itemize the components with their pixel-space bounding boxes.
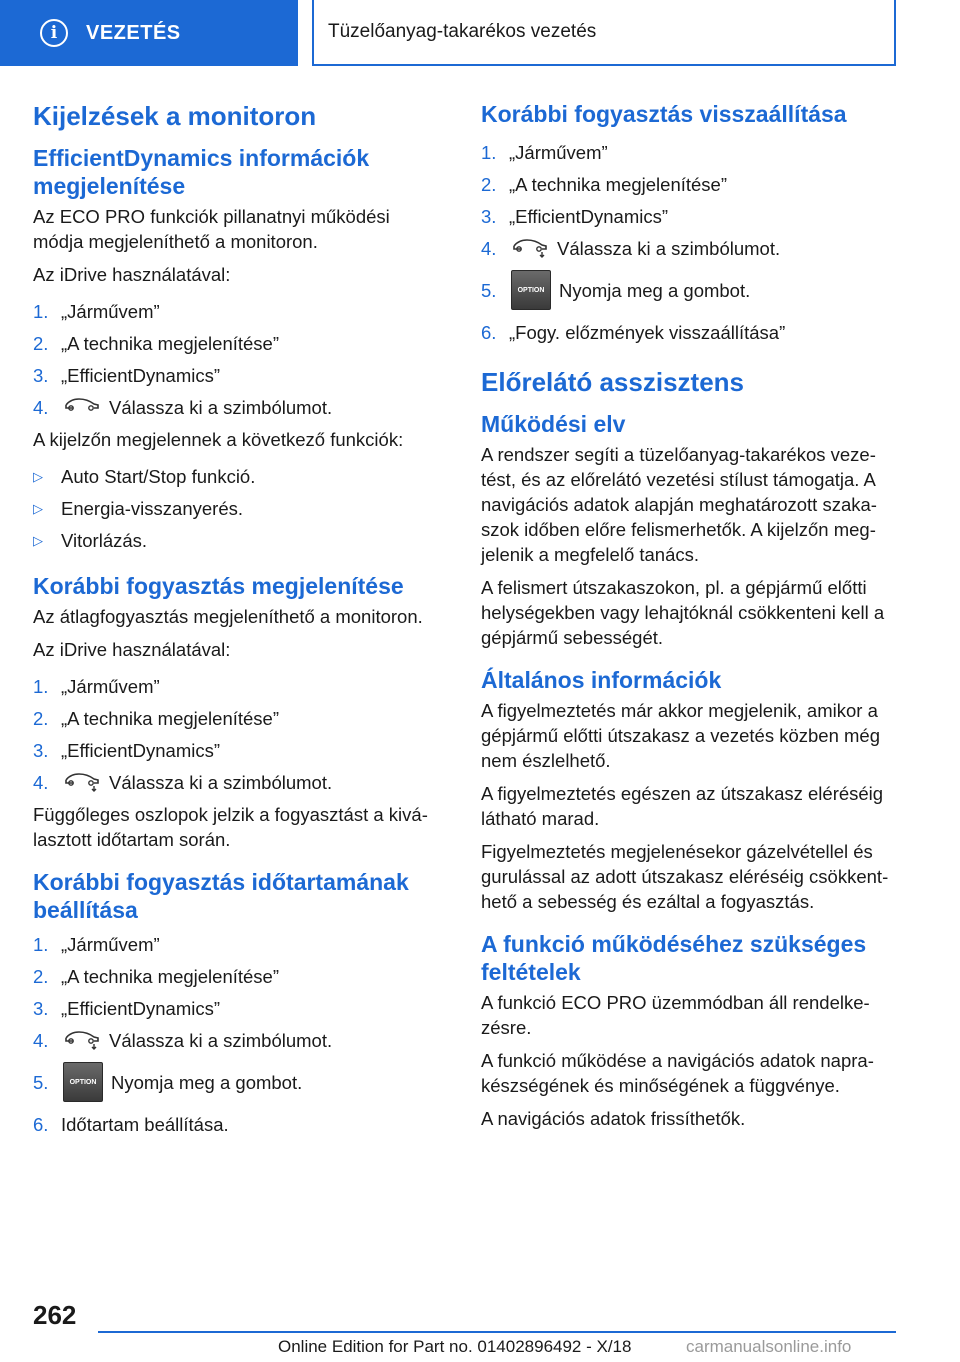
- triangle-bullet-icon: ▷: [33, 468, 43, 484]
- footer-edition: Online Edition for Part no. 01402896492 - X/18: [278, 1337, 632, 1356]
- list-item: 4. Válassza ki a szimbólumot.: [33, 1029, 333, 1051]
- car-symbol-icon: [63, 396, 101, 418]
- consumption-symbol-icon: [511, 237, 549, 259]
- steps-list: [33, 295, 443, 423]
- paragraph: Az iDrive használatával:: [33, 264, 231, 285]
- footer-divider: [98, 1331, 896, 1333]
- list-item: 3. „EfficientDynamics”: [481, 205, 669, 227]
- list-item: 2. „A technika megjelenítése”: [481, 173, 728, 195]
- list-item: 4. Válassza ki a szimbólumot.: [33, 771, 333, 793]
- list-item: 5. OPTION Nyomja meg a gombot.: [33, 1056, 443, 1108]
- consumption-symbol-icon: [63, 771, 101, 793]
- list-item: ▷ Energia-visszanyerés.: [33, 497, 243, 519]
- paragraph: A funkció ECO PRO üzemmódban áll rendelkezésre.: [481, 992, 870, 1038]
- list-item: 4. Válassza ki a szimbólumot.: [481, 237, 781, 259]
- heading-function-requirements: A funkció működéséhez szükséges feltételek: [481, 931, 867, 985]
- heading-predictive-assistant: Előrelátó asszisztens: [481, 367, 744, 397]
- triangle-bullet-icon: ▷: [33, 500, 43, 516]
- paragraph: Az átlagfogyasztás megjeleníthető a monitoron.: [33, 606, 423, 627]
- list-item: 2. „A technika megjelenítése”: [33, 965, 280, 987]
- info-icon: i: [40, 19, 68, 47]
- steps-list: [33, 670, 443, 798]
- heading-consumption-period: Korábbi fogyasztás időtartamának beállítása: [33, 869, 409, 923]
- triangle-bullet-icon: ▷: [33, 532, 43, 548]
- heading-previous-consumption: Korábbi fogyasztás megjelenítése: [33, 573, 404, 599]
- section-tab: [0, 0, 298, 66]
- right-column: [481, 100, 891, 1139]
- consumption-symbol-icon: [63, 1029, 101, 1051]
- chapter-title: Tüzelőanyag-takarékos vezetés: [312, 0, 896, 66]
- list-item: 3. „EfficientDynamics”: [33, 739, 221, 761]
- list-item: 6. „Fogy. előzmények visszaállítása”: [481, 321, 786, 343]
- paragraph: A felismert útszakaszokon, pl. a gépjármű előtti helységekben vagy lehajtóknál csökkenteni kell a gépjármű sebességét.: [481, 577, 885, 648]
- list-item: 1. „Járművem”: [33, 300, 160, 322]
- footer-watermark: carmanualsonline.info: [686, 1337, 852, 1356]
- list-item: 2. „A technika megjelenítése”: [33, 332, 280, 354]
- paragraph: Függőleges oszlopok jelzik a fogyasztást a kiválasztott időtartam során.: [33, 804, 428, 850]
- paragraph: A rendszer segíti a tüzelőanyag-takarékos vezetést, és az előrelátó vezetési stílust támogatja. A navigációs adatok alapján meghatározott szakaszok időben előre felismerhetők. A kijelzőn megjelenik a megfelelő tanács.: [481, 444, 877, 565]
- list-item: 6. Időtartam beállítása.: [33, 1113, 229, 1135]
- page-number: 262: [33, 1300, 77, 1330]
- paragraph: Figyelmeztetés megjelenésekor gázelvétellel és gurulással az adott útszakasz eléréséig csökkenthető a sebesség és ezáltal a fogyasztás.: [481, 841, 889, 912]
- heading-efficientdynamics-info: EfficientDynamics információk megjelenítése: [33, 145, 370, 199]
- left-column: [33, 100, 443, 1140]
- list-item: 1. „Járművem”: [33, 933, 160, 955]
- heading-displays: Kijelzések a monitoron: [33, 101, 317, 131]
- list-item: 1. „Járművem”: [33, 675, 160, 697]
- steps-list: [481, 136, 891, 348]
- list-item: 4. Válassza ki a szimbólumot.: [33, 396, 333, 418]
- steps-list: [33, 928, 443, 1140]
- paragraph: Az iDrive használatával:: [33, 639, 231, 660]
- paragraph: A figyelmeztetés már akkor megjelenik, amikor a gépjármű előtti útszakasz a vezetés közben még nem észlelhető.: [481, 700, 880, 771]
- paragraph: A funkció működése a navigációs adatok naprakészségének és minőségének a függvénye.: [481, 1050, 874, 1096]
- heading-general-info: Általános információk: [481, 667, 722, 693]
- paragraph: Az ECO PRO funkciók pillanatnyi működési módja megjeleníthető a monitoron.: [33, 206, 390, 252]
- option-button-icon: OPTION: [511, 270, 551, 310]
- paragraph: A navigációs adatok frissíthetők.: [481, 1108, 746, 1129]
- option-button-icon: OPTION: [63, 1062, 103, 1102]
- heading-reset-consumption: Korábbi fogyasztás visszaállítása: [481, 101, 847, 127]
- list-item: 1. „Járművem”: [481, 141, 608, 163]
- list-item: 5. OPTION Nyomja meg a gombot.: [481, 264, 891, 316]
- list-item: ▷ Vitorlázás.: [33, 529, 148, 551]
- list-item: 3. „EfficientDynamics”: [33, 997, 221, 1019]
- list-item: 3. „EfficientDynamics”: [33, 364, 221, 386]
- list-item: ▷ Auto Start/Stop funkció.: [33, 465, 256, 487]
- bullet-list: [33, 460, 443, 556]
- paragraph: A figyelmeztetés egészen az útszakasz eléréséig látható marad.: [481, 783, 884, 829]
- section-name: VEZETÉS: [86, 21, 181, 44]
- paragraph: A kijelzőn megjelennek a következő funkciók:: [33, 429, 404, 450]
- list-item: 2. „A technika megjelenítése”: [33, 707, 280, 729]
- heading-operating-principle: Működési elv: [481, 411, 626, 437]
